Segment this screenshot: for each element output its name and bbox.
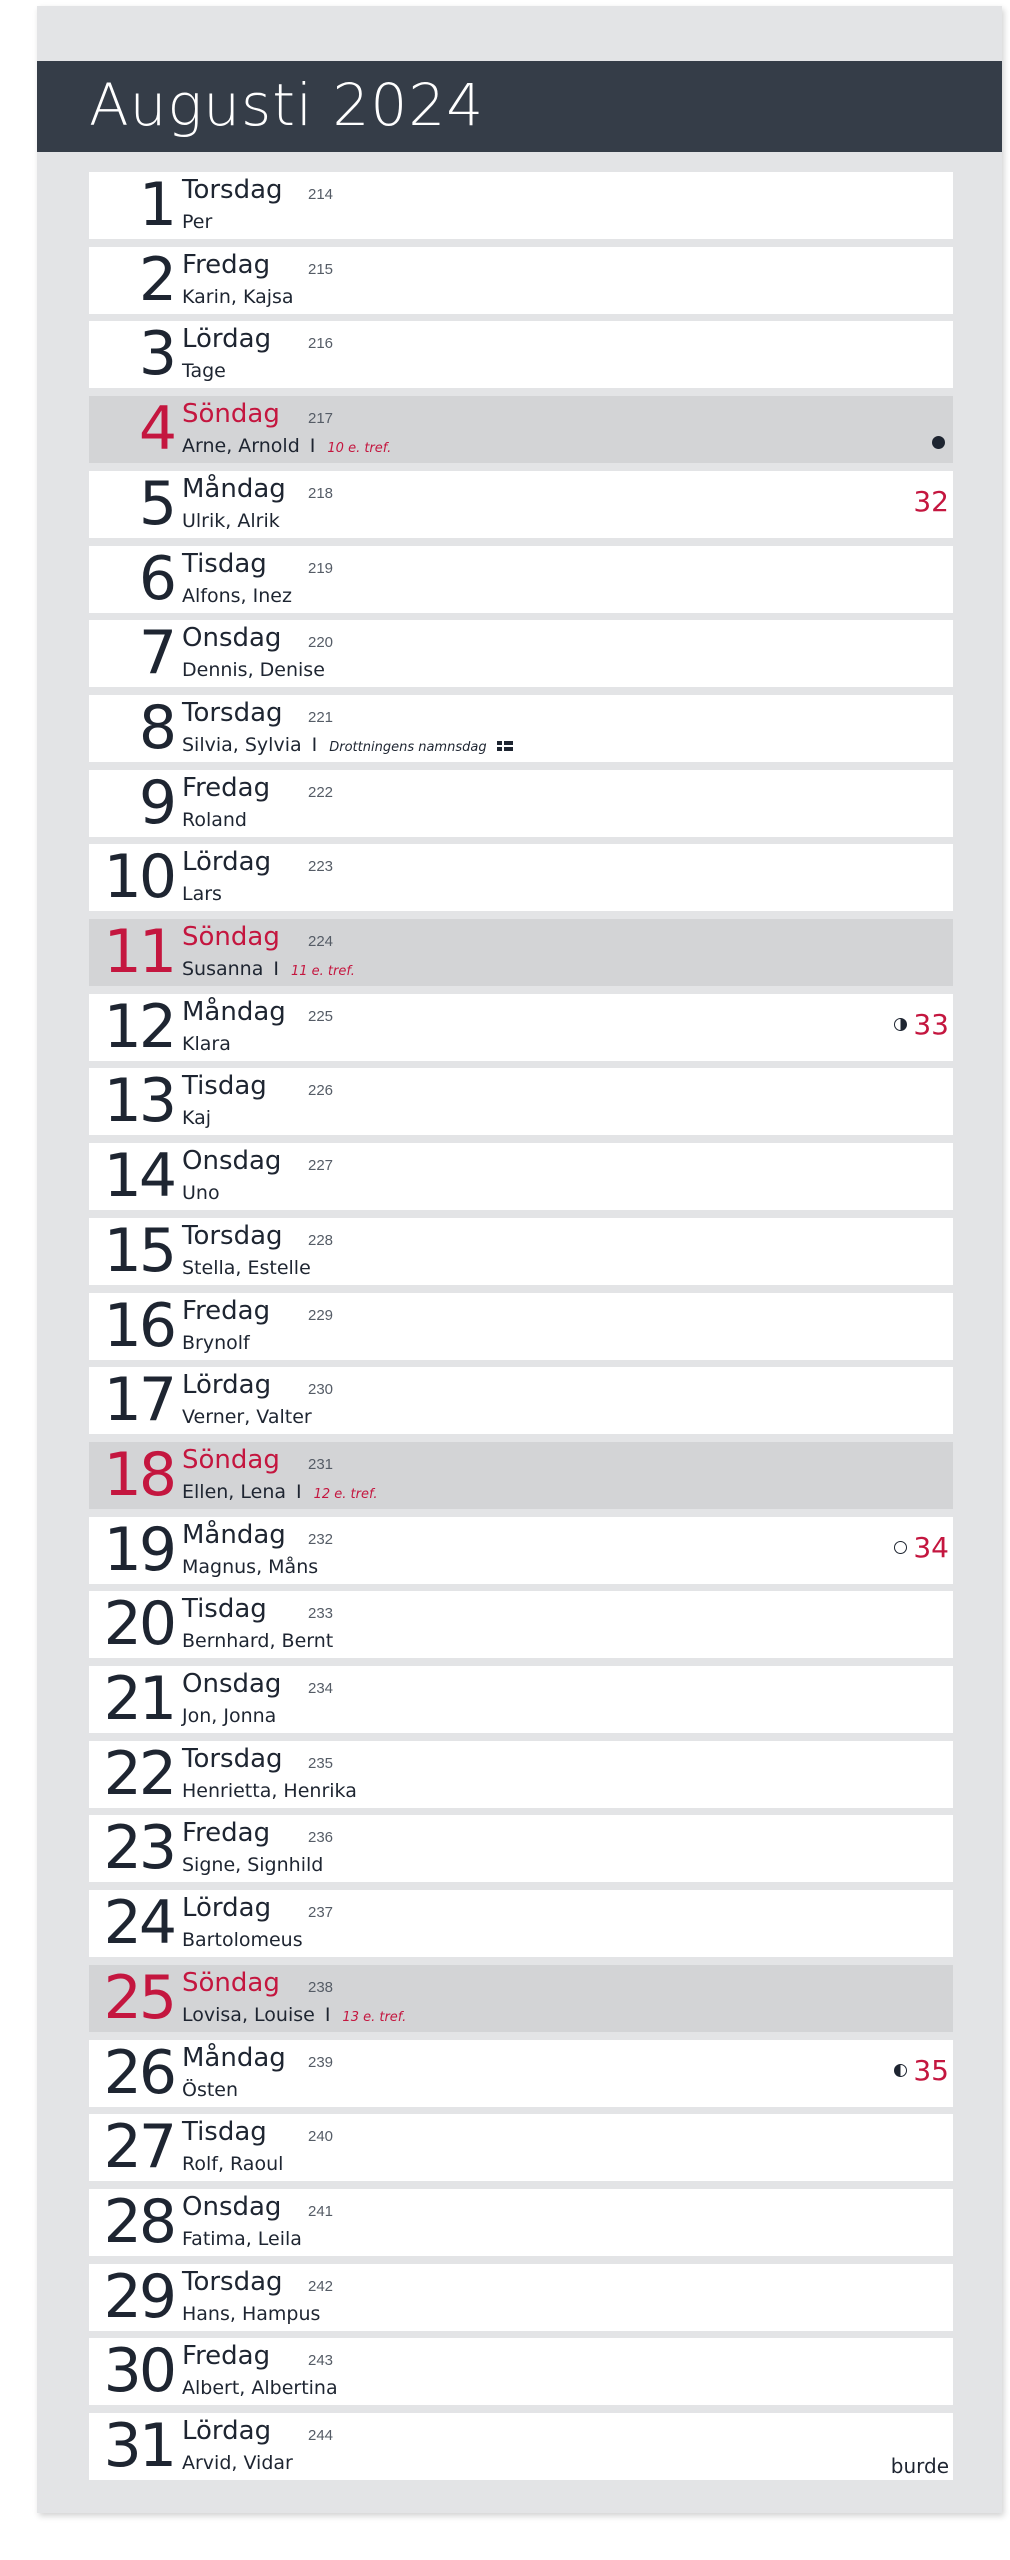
note-separator: I [324,2004,331,2026]
day-row [89,770,953,837]
date-number: 10 [103,842,174,912]
names-text: Silvia, Sylvia [182,734,302,756]
names-text: Alfons, Inez [182,585,292,607]
church-sunday-note: 12 e. tref. [313,1487,378,1502]
date-number: 29 [103,2262,174,2332]
names-text: Klara [182,1033,231,1055]
name-day-names [182,1705,276,1727]
note-separator: I [296,1481,302,1503]
names-text: Tage [182,360,226,382]
weekday-label: Söndag [182,1968,280,1998]
names-text: Bernhard, Bernt [182,1630,334,1652]
church-sunday-note: 11 e. tref. [290,964,355,979]
day-of-year: 217 [308,410,334,427]
weekday-label: Fredag [182,250,271,280]
weekday-label: Tisdag [182,549,267,579]
day-of-year: 216 [308,335,334,352]
name-day-names [182,510,280,532]
church-sunday-note: 13 e. tref. [342,2010,407,2025]
day-of-year: 243 [308,2352,334,2369]
day-row [89,1517,953,1584]
weekday-label: Måndag [182,997,286,1027]
day-row [89,2040,953,2107]
day-row [89,1293,953,1360]
name-day-names [182,1406,312,1428]
name-day-names [182,1257,311,1279]
date-number: 31 [103,2411,174,2481]
day-row [89,2413,953,2480]
moon-new-icon [932,436,945,449]
weekday-label: Lördag [182,1893,272,1923]
weekday-label: Fredag [182,2341,271,2371]
day-row [89,1367,953,1434]
day-of-year: 220 [308,634,334,651]
weekday-label: Lördag [182,847,272,877]
date-number: 6 [138,544,174,614]
names-text: Roland [182,809,247,831]
day-row [89,1442,953,1509]
name-day-names [182,1481,377,1503]
name-day-names [182,1033,231,1055]
week-indicator [894,1531,949,1564]
day-row [89,695,953,762]
date-number: 12 [103,992,174,1062]
names-text: Karin, Kajsa [182,286,294,308]
day-of-year: 225 [308,1008,334,1025]
name-day-names [182,1780,357,1802]
day-of-year: 215 [308,261,334,278]
moon-first-icon [894,1018,907,1031]
day-row [89,1815,953,1882]
week-number: 32 [913,485,949,518]
date-number: 4 [138,394,174,464]
names-text: Albert, Albertina [182,2377,338,2399]
week-number: 33 [913,1008,949,1041]
weekday-label: Söndag [182,922,280,952]
day-row [89,1143,953,1210]
names-text: Verner, Valter [182,1406,312,1428]
name-day-names [182,2228,302,2250]
day-row [89,396,953,463]
names-text: Stella, Estelle [182,1257,311,1279]
weekday-label: Lördag [182,2416,272,2446]
weekday-label: Måndag [182,474,286,504]
day-row [89,247,953,314]
day-row [89,2338,953,2405]
name-day-names [182,1107,211,1129]
date-number: 14 [103,1141,174,1211]
names-text: Bartolomeus [182,1929,303,1951]
name-day-names [182,2079,238,2101]
week-indicator [894,2054,949,2087]
day-row [89,1965,953,2032]
name-day-names [182,734,513,756]
weekday-label: Onsdag [182,1669,282,1699]
name-day-names [182,1630,333,1652]
note-separator: I [273,958,279,980]
weekday-label: Onsdag [182,2192,282,2222]
weekday-label: Onsdag [182,623,282,653]
day-of-year: 214 [308,186,334,203]
day-row [89,1068,953,1135]
day-row [89,1666,953,1733]
day-of-year: 244 [308,2427,334,2444]
day-of-year: 230 [308,1381,334,1398]
name-day-names [182,435,391,457]
day-of-year: 229 [308,1307,334,1324]
day-of-year: 227 [308,1157,334,1174]
name-day-names [182,1854,323,1876]
date-number: 16 [103,1291,174,1361]
week-number: 35 [913,2054,949,2087]
moon-last-icon [894,2064,907,2077]
date-number: 20 [103,1589,174,1659]
date-number: 15 [103,1216,174,1286]
church-sunday-note: 10 e. tref. [327,441,392,456]
names-text: Signe, Signhild [182,1854,324,1876]
month-title: Augusti 2024 [89,71,485,139]
names-text: Dennis, Denise [182,659,325,681]
names-text: Magnus, Måns [182,1556,319,1578]
date-number: 25 [103,1963,174,2033]
date-number: 9 [138,768,174,838]
day-row [89,1591,953,1658]
name-day-names [182,1332,250,1354]
names-text: Brynolf [182,1332,250,1354]
date-number: 7 [138,618,174,688]
names-text: Uno [182,1182,220,1204]
day-row [89,2114,953,2181]
date-number: 23 [103,1813,174,1883]
weekday-label: Fredag [182,773,271,803]
wall-calendar [37,6,1002,2513]
names-text: Henrietta, Henrika [182,1780,357,1802]
note-separator: I [309,435,316,457]
date-number: 2 [138,245,174,315]
day-of-year: 234 [308,1680,334,1697]
swedish-flag-icon [497,741,513,751]
names-text: Ellen, Lena [182,1481,286,1503]
date-number: 8 [138,693,174,763]
name-day-names [182,2452,293,2474]
day-of-year: 222 [308,784,334,801]
weekday-label: Måndag [182,2043,286,2073]
day-of-year: 224 [308,933,334,950]
date-number: 28 [103,2187,174,2257]
weekday-label: Lördag [182,324,272,354]
week-number: 34 [913,1531,949,1564]
name-day-names [182,1556,318,1578]
day-row [89,1741,953,1808]
day-row [89,471,953,538]
weekday-label: Tisdag [182,1071,267,1101]
date-number: 22 [103,1739,174,1809]
weekday-label: Torsdag [182,1744,283,1774]
name-day-names [182,1929,303,1951]
brand-logo: burde [890,2454,949,2478]
name-day-names [182,2377,338,2399]
day-of-year: 242 [308,2278,334,2295]
names-text: Arne, Arnold [182,435,300,457]
name-day-names [182,360,226,382]
note-separator: I [311,734,318,756]
names-text: Rolf, Raoul [182,2153,284,2175]
weekday-label: Onsdag [182,1146,282,1176]
day-of-year: 231 [308,1456,334,1473]
names-text: Fatima, Leila [182,2228,302,2250]
date-number: 17 [103,1365,174,1435]
name-day-names [182,659,325,681]
day-of-year: 221 [308,709,334,726]
date-number: 26 [103,2038,174,2108]
names-text: Arvid, Vidar [182,2452,293,2474]
names-text: Lars [182,883,222,905]
name-day-names [182,883,222,905]
day-of-year: 236 [308,1829,334,1846]
weekday-label: Tisdag [182,2117,267,2147]
day-row [89,546,953,613]
week-indicator [894,1008,949,1041]
day-of-year: 223 [308,858,334,875]
day-row [89,919,953,986]
name-day-names [182,286,294,308]
day-row [89,2189,953,2256]
names-text: Jon, Jonna [182,1705,277,1727]
day-of-year: 238 [308,1979,334,1996]
day-of-year: 239 [308,2054,334,2071]
name-day-names [182,1182,220,1204]
day-row [89,994,953,1061]
names-text: Lovisa, Louise [182,2004,315,2026]
names-text: Östen [182,2079,239,2101]
date-number: 13 [103,1066,174,1136]
holiday-note: Drottningens namnsdag [329,740,487,755]
weekday-label: Söndag [182,399,280,429]
name-day-names [182,2004,406,2026]
names-text: Ulrik, Alrik [182,510,280,532]
name-day-names [182,211,212,233]
date-number: 21 [103,1664,174,1734]
day-of-year: 235 [308,1755,334,1772]
day-of-year: 241 [308,2203,334,2220]
weekday-label: Måndag [182,1520,286,1550]
weekday-label: Torsdag [182,175,283,205]
weekday-label: Lördag [182,1370,272,1400]
date-number: 19 [103,1515,174,1585]
week-indicator [913,485,949,518]
day-row [89,172,953,239]
weekday-label: Fredag [182,1296,271,1326]
date-number: 27 [103,2112,174,2182]
day-of-year: 219 [308,560,334,577]
day-of-year: 228 [308,1232,334,1249]
name-day-names [182,958,355,980]
day-of-year: 233 [308,1605,334,1622]
date-number: 18 [103,1440,174,1510]
names-text: Susanna [182,958,264,980]
names-text: Hans, Hampus [182,2303,321,2325]
weekday-label: Torsdag [182,1221,283,1251]
weekday-label: Fredag [182,1818,271,1848]
date-number: 1 [138,170,174,240]
date-number: 30 [103,2336,174,2406]
day-row [89,1890,953,1957]
name-day-names [182,2153,283,2175]
date-number: 3 [138,319,174,389]
names-text: Kaj [182,1107,212,1129]
day-row [89,1218,953,1285]
weekday-label: Söndag [182,1445,280,1475]
name-day-names [182,585,292,607]
moon-full-icon [894,1541,907,1554]
day-of-year: 232 [308,1531,334,1548]
weekday-label: Tisdag [182,1594,267,1624]
date-number: 24 [103,1888,174,1958]
day-row [89,844,953,911]
name-day-names [182,809,247,831]
month-header [37,61,1002,152]
date-number: 11 [103,917,174,987]
name-day-names [182,2303,320,2325]
names-text: Per [182,211,213,233]
day-of-year: 240 [308,2128,334,2145]
date-number: 5 [138,469,174,539]
day-row [89,321,953,388]
day-of-year: 237 [308,1904,334,1921]
day-row [89,620,953,687]
day-row [89,2264,953,2331]
weekday-label: Torsdag [182,2267,283,2297]
weekday-label: Torsdag [182,698,283,728]
day-of-year: 226 [308,1082,334,1099]
day-of-year: 218 [308,485,334,502]
